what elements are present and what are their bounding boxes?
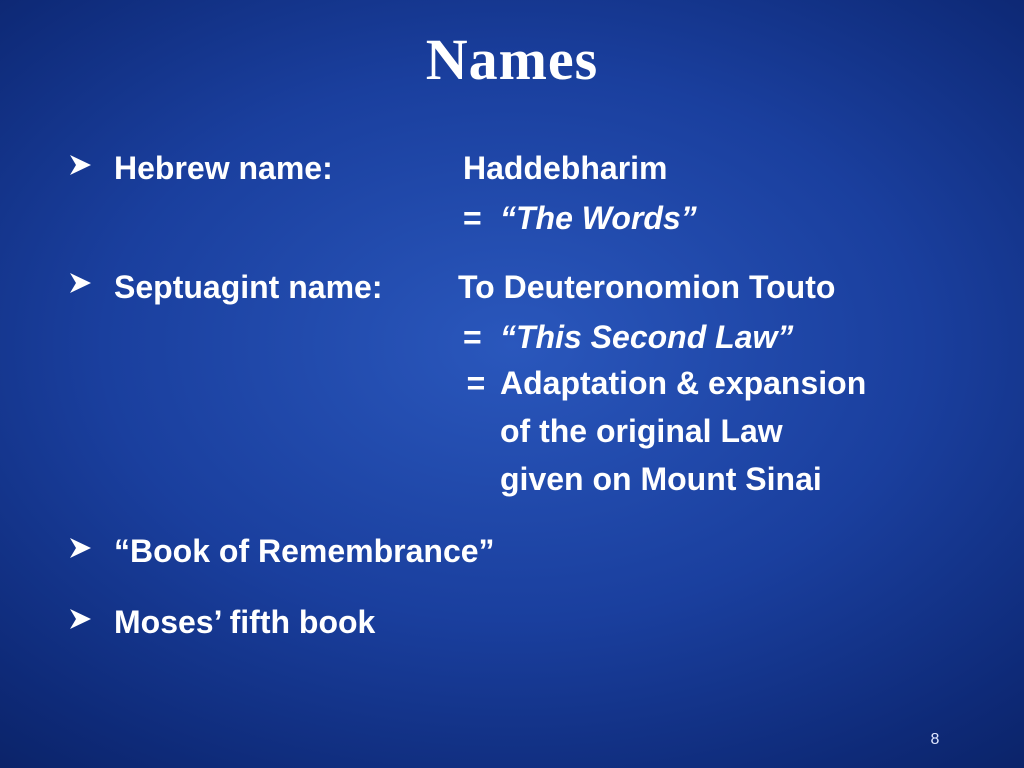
hebrew-name-label: Hebrew name: bbox=[114, 150, 333, 186]
hebrew-name-value: Haddebharim bbox=[463, 150, 668, 186]
septuagint-expansion-line-2: of the original Law bbox=[500, 413, 783, 449]
hebrew-name-equals: = bbox=[463, 200, 482, 236]
slide-title: Names bbox=[425, 27, 599, 92]
septuagint-expansion-line-3: given on Mount Sinai bbox=[500, 461, 822, 497]
arrowhead-bullet-icon bbox=[68, 536, 94, 560]
septuagint-expansion-equals: = bbox=[466, 365, 485, 401]
arrowhead-bullet-icon bbox=[68, 271, 94, 295]
arrowhead-bullet-icon bbox=[68, 607, 94, 631]
moses-fifth-book-bullet: Moses’ fifth book bbox=[114, 604, 376, 640]
book-of-remembrance-bullet: “Book of Remembrance” bbox=[114, 533, 495, 569]
arrowhead-bullet-icon bbox=[68, 153, 94, 177]
septuagint-expansion-line-1: Adaptation & expansion bbox=[500, 365, 867, 401]
septuagint-meaning-equals: = bbox=[463, 319, 482, 355]
hebrew-name-meaning: “The Words” bbox=[500, 200, 697, 236]
septuagint-name-label: Septuagint name: bbox=[114, 269, 383, 305]
septuagint-meaning: “This Second Law” bbox=[500, 319, 794, 355]
septuagint-name-value: To Deuteronomion Touto bbox=[458, 269, 836, 305]
page-number: 8 bbox=[930, 731, 940, 748]
